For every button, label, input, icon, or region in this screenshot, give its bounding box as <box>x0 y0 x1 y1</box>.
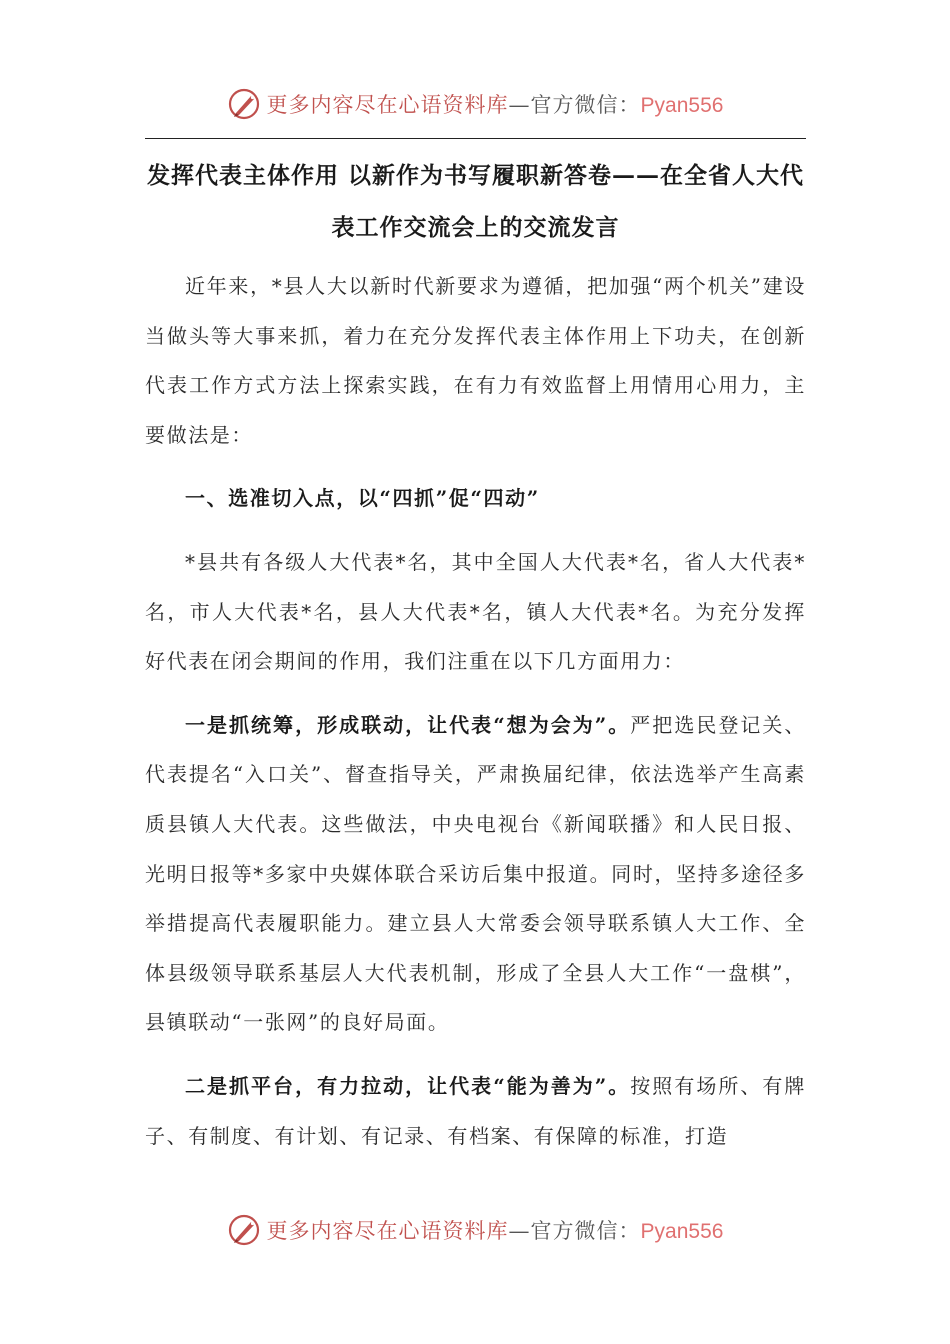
footer-wechat-id: Pyan556 <box>640 1220 724 1243</box>
footer-wechat-label: 官方微信： <box>530 1219 641 1243</box>
header-site-text: 更多内容尽在心语资料库 <box>266 93 509 117</box>
document-body <box>145 262 806 1161</box>
header-separator: — <box>508 93 531 117</box>
point-2-paragraph <box>145 1062 806 1161</box>
point-1-text: 严把选民登记关、代表提名“入口关”、督查指导关，严肃换届纪律，依法选举产生高素质县镇人大代表。这些做法，中央电视台《新闻联播》和人民日报、光明日报等*多家中央媒体联合采访后集中报道。同时，坚持多途径多举措提高代表履职能力。建立县人大常委会领导联系镇人大工作、全体县级领导联系基层人大代表机制，形成了全县人大工作“一盘棋”，县镇联动“一张网”的良好局面。 <box>145 712 806 1035</box>
section-heading-1: 一、选准切入点，以“四抓”促“四动” <box>185 486 540 511</box>
point-2-text: 按照有场所、有牌子、有制度、有计划、有记录、有档案、有保障的标准，打造 <box>145 1073 806 1148</box>
pen-logo-icon <box>227 87 261 121</box>
intro-paragraph: 近年来，*县人大以新时代新要求为遵循，把加强“两个机关”建设当做头等大事来抓，着力在充分发挥代表主体作用上下功夫，在创新代表工作方式方法上探索实践，在有力有效监督上用情用心用力，主要做法是： <box>145 274 806 447</box>
header-banner-text <box>267 89 724 119</box>
header-wechat-label: 官方微信： <box>530 93 641 117</box>
pen-logo-icon <box>227 1213 261 1247</box>
point-1-lead: 一是抓统筹，形成联动，让代表“想为会为”。 <box>185 712 631 737</box>
footer-separator: — <box>508 1219 531 1243</box>
footer-banner-text <box>267 1215 724 1245</box>
point-2-lead: 二是抓平台，有力拉动，让代表“能为善为”。 <box>185 1073 631 1098</box>
point-1-paragraph <box>145 701 806 1048</box>
section1-paragraph: *县共有各级人大代表*名，其中全国人大代表*名，省人大代表*名，市人大代表*名，县人大代表*名，镇人大代表*名。为充分发挥好代表在闭会期间的作用，我们注重在以下几方面用力： <box>145 549 806 674</box>
header-banner <box>0 84 950 124</box>
header-divider <box>145 138 806 139</box>
document-title: 发挥代表主体作用 以新作为书写履职新答卷——在全省人大代表工作交流会上的交流发言 <box>146 162 804 241</box>
footer-banner <box>0 1210 950 1250</box>
header-wechat-id: Pyan556 <box>640 94 724 117</box>
footer-site-text: 更多内容尽在心语资料库 <box>266 1219 509 1243</box>
